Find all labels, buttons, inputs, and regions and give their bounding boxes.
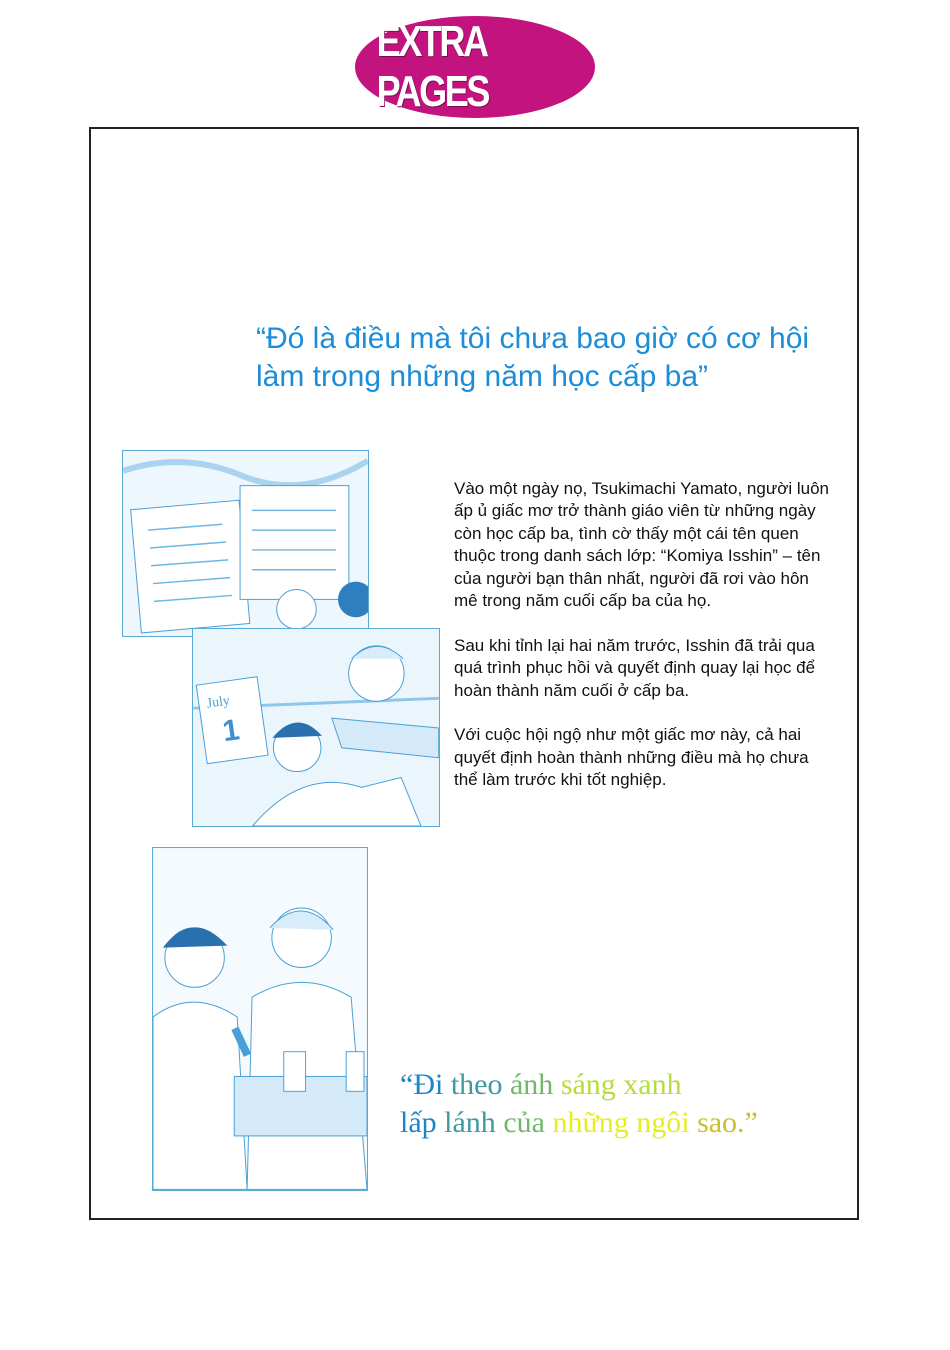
calendar-illustration: [193, 629, 439, 826]
synopsis-paragraph: Với cuộc hội ngộ như một giấc mơ này, cả hai quyết định hoàn thành những điều mà họ chưa thể làm trước khi tốt nghiệp.: [454, 725, 809, 790]
notes-illustration: [123, 451, 368, 636]
calendar-day: 1: [220, 713, 242, 749]
synopsis-paragraph: Vào một ngày nọ, Tsukimachi Yamato, người luôn ấp ủ giấc mơ trở thành giáo viên từ những ngày còn học cấp ba, tình cờ thấy một cái tên quen thuộc trong danh sách lớp: “Komiya Isshin” – tên của người bạn thân nhất, người đã rơi vào hôn mê trong năm cuối cấp ba của họ.: [454, 479, 830, 611]
calendar-month: July: [205, 692, 231, 711]
extra-pages-logo: [355, 16, 595, 118]
tagline-quote: [400, 1066, 758, 1142]
tagline-line-2: [400, 1104, 758, 1142]
tagline-word: ánh: [509, 1068, 554, 1101]
synopsis-paragraph: Sau khi tỉnh lại hai năm trước, Isshin đã trải qua quá trình phục hồi và quyết định quay lại học để hoàn thành năm cuối ở cấp ba.: [454, 635, 816, 700]
logo-text: EXTRA PAGES: [376, 17, 488, 116]
tagline-word: sáng xanh: [560, 1068, 682, 1101]
tagline-word: những ngôi: [552, 1106, 690, 1139]
headline-quote: [256, 320, 856, 396]
tagline-word: lánh: [444, 1106, 496, 1139]
tagline-word: của: [503, 1106, 545, 1139]
manga-panel-calendar: [192, 628, 440, 827]
headline-line-2: làm trong những năm học cấp ba”: [256, 360, 709, 393]
tagline-word: lấp: [400, 1106, 437, 1139]
manga-panel-notes: [122, 450, 369, 637]
karaoke-illustration: [153, 848, 367, 1190]
headline-line-1: “Đó là điều mà tôi chưa bao giờ có cơ hội: [256, 322, 810, 355]
tagline-line-1: [400, 1066, 758, 1104]
tagline-word: theo: [450, 1068, 503, 1101]
tagline-word: “Đi: [400, 1068, 444, 1101]
synopsis: [454, 478, 834, 814]
tagline-word: sao.”: [697, 1106, 758, 1139]
manga-panel-karaoke: [152, 847, 368, 1191]
